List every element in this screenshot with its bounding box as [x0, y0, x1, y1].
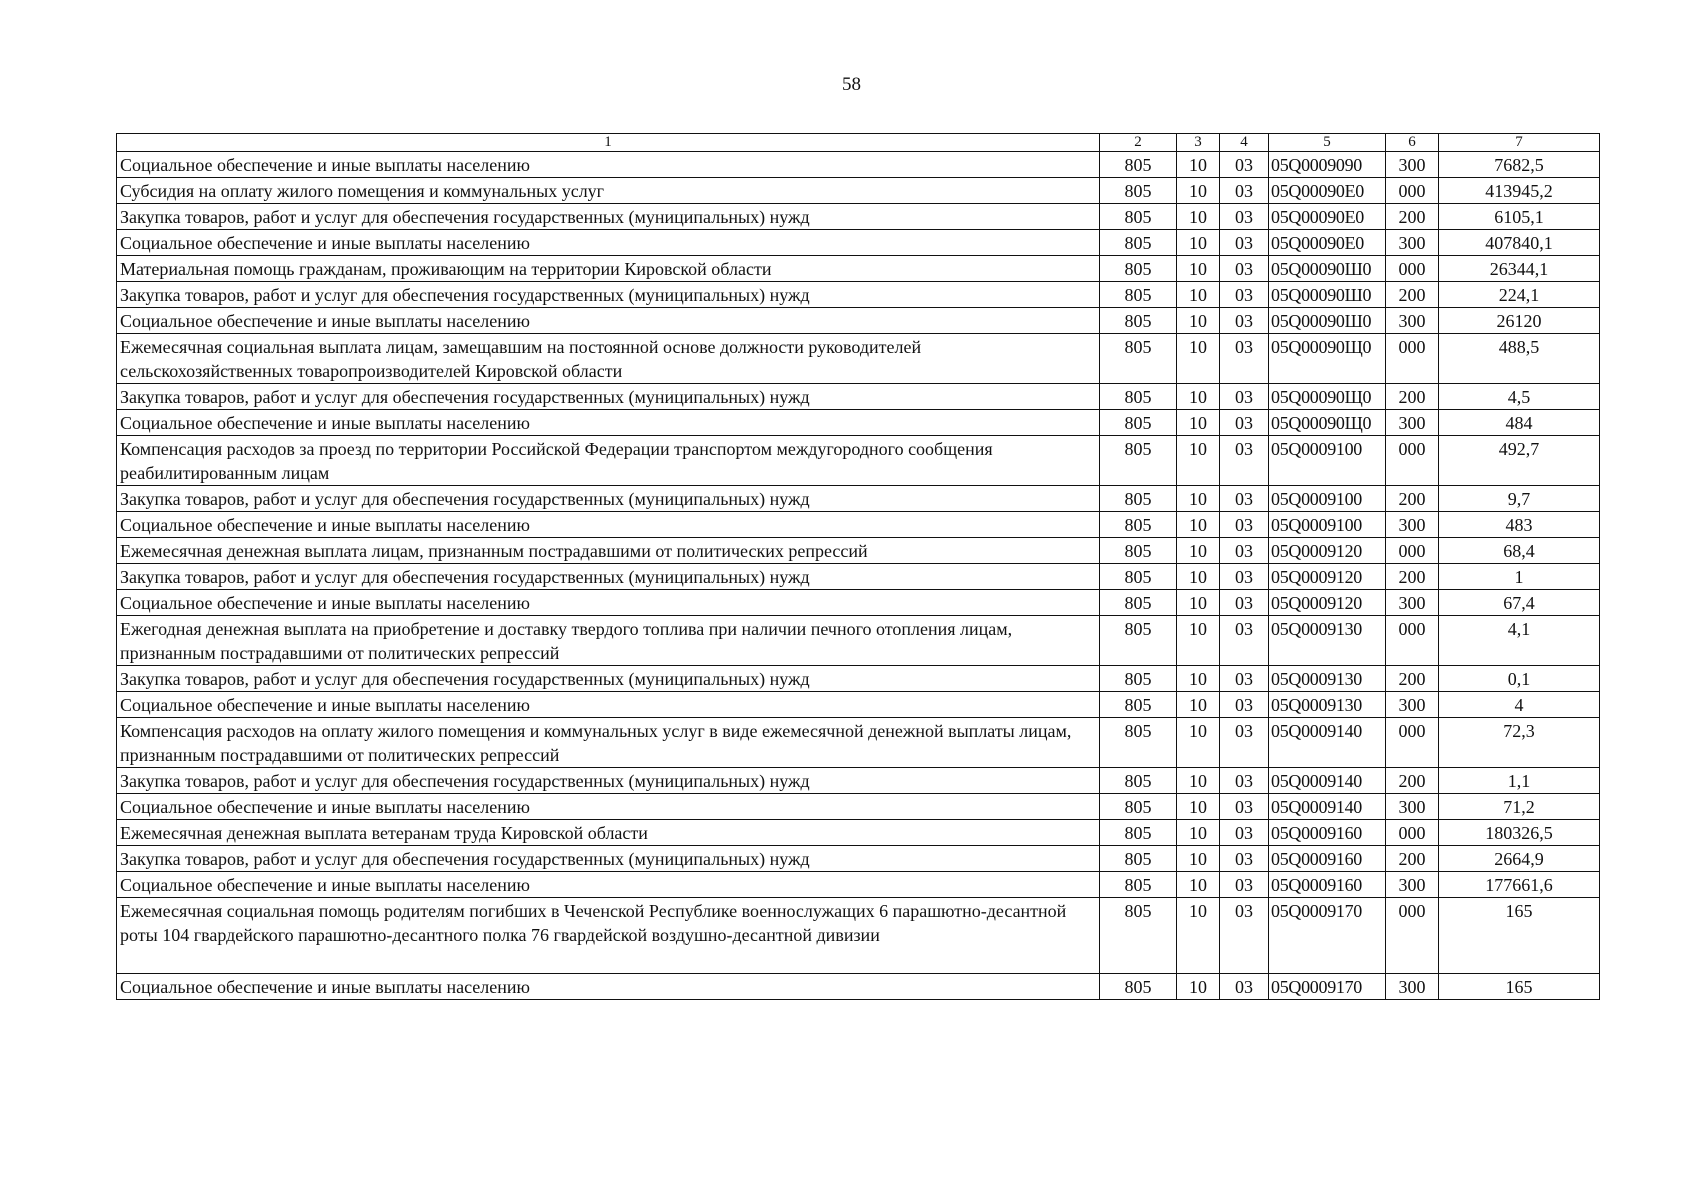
- section-code-cell: 10: [1177, 872, 1220, 898]
- expense-type-cell: 000: [1386, 334, 1439, 384]
- amount-cell: 72,3: [1439, 718, 1600, 768]
- ministry-code-cell: 805: [1100, 152, 1177, 178]
- column-header: 4: [1220, 134, 1269, 152]
- target-article-cell: 05Q0009140: [1269, 768, 1386, 794]
- expense-type-cell: 200: [1386, 564, 1439, 590]
- row-name-cell: Ежемесячная денежная выплата лицам, признанным пострадавшими от политических репрессий: [117, 538, 1100, 564]
- ministry-code-cell: 805: [1100, 204, 1177, 230]
- row-name-cell: Материальная помощь гражданам, проживающим на территории Кировской области: [117, 256, 1100, 282]
- ministry-code-cell: 805: [1100, 616, 1177, 666]
- section-code-cell: 10: [1177, 820, 1220, 846]
- ministry-code-cell: 805: [1100, 308, 1177, 334]
- target-article-cell: 05Q0009130: [1269, 616, 1386, 666]
- target-article-cell: 05Q0009130: [1269, 666, 1386, 692]
- expense-type-cell: 000: [1386, 436, 1439, 486]
- section-code-cell: 10: [1177, 768, 1220, 794]
- expense-type-cell: 200: [1386, 384, 1439, 410]
- section-code-cell: 10: [1177, 590, 1220, 616]
- column-header: 2: [1100, 134, 1177, 152]
- subsection-code-cell: 03: [1220, 512, 1269, 538]
- amount-cell: 1,1: [1439, 768, 1600, 794]
- table-row: [117, 308, 1600, 334]
- subsection-code-cell: 03: [1220, 410, 1269, 436]
- row-name-cell: Ежегодная денежная выплата на приобретение и доставку твердого топлива при наличии печного отопления лицам, признанным пострадавшими от политических репрессий: [117, 616, 1100, 666]
- ministry-code-cell: 805: [1100, 256, 1177, 282]
- ministry-code-cell: 805: [1100, 692, 1177, 718]
- ministry-code-cell: 805: [1100, 230, 1177, 256]
- table-row: [117, 898, 1600, 974]
- expense-type-cell: 300: [1386, 692, 1439, 718]
- amount-cell: 407840,1: [1439, 230, 1600, 256]
- table-body: [117, 152, 1600, 1000]
- expense-type-cell: 200: [1386, 282, 1439, 308]
- target-article-cell: 05Q00090E0: [1269, 204, 1386, 230]
- row-name-cell: Закупка товаров, работ и услуг для обеспечения государственных (муниципальных) нужд: [117, 666, 1100, 692]
- subsection-code-cell: 03: [1220, 564, 1269, 590]
- ministry-code-cell: 805: [1100, 898, 1177, 974]
- amount-cell: 68,4: [1439, 538, 1600, 564]
- row-name-cell: Социальное обеспечение и иные выплаты населению: [117, 692, 1100, 718]
- row-name-cell: Субсидия на оплату жилого помещения и коммунальных услуг: [117, 178, 1100, 204]
- budget-table: [116, 133, 1600, 1000]
- amount-cell: 9,7: [1439, 486, 1600, 512]
- ministry-code-cell: 805: [1100, 564, 1177, 590]
- ministry-code-cell: 805: [1100, 872, 1177, 898]
- section-code-cell: 10: [1177, 846, 1220, 872]
- section-code-cell: 10: [1177, 282, 1220, 308]
- target-article-cell: 05Q00090E0: [1269, 178, 1386, 204]
- expense-type-cell: 300: [1386, 230, 1439, 256]
- ministry-code-cell: 805: [1100, 384, 1177, 410]
- table-header-row: [117, 134, 1600, 152]
- expense-type-cell: 000: [1386, 256, 1439, 282]
- table-row: [117, 256, 1600, 282]
- amount-cell: 7682,5: [1439, 152, 1600, 178]
- row-name-cell: Закупка товаров, работ и услуг для обеспечения государственных (муниципальных) нужд: [117, 384, 1100, 410]
- amount-cell: 180326,5: [1439, 820, 1600, 846]
- ministry-code-cell: 805: [1100, 768, 1177, 794]
- table-row: [117, 152, 1600, 178]
- section-code-cell: 10: [1177, 486, 1220, 512]
- row-name-cell: Социальное обеспечение и иные выплаты населению: [117, 512, 1100, 538]
- expense-type-cell: 000: [1386, 820, 1439, 846]
- section-code-cell: 10: [1177, 512, 1220, 538]
- table-row: [117, 616, 1600, 666]
- section-code-cell: 10: [1177, 794, 1220, 820]
- target-article-cell: 05Q0009120: [1269, 564, 1386, 590]
- expense-type-cell: 300: [1386, 152, 1439, 178]
- target-article-cell: 05Q0009170: [1269, 898, 1386, 974]
- ministry-code-cell: 805: [1100, 282, 1177, 308]
- ministry-code-cell: 805: [1100, 974, 1177, 1000]
- expense-type-cell: 300: [1386, 308, 1439, 334]
- row-name-cell: Закупка товаров, работ и услуг для обеспечения государственных (муниципальных) нужд: [117, 486, 1100, 512]
- section-code-cell: 10: [1177, 308, 1220, 334]
- target-article-cell: 05Q00090Щ0: [1269, 384, 1386, 410]
- subsection-code-cell: 03: [1220, 152, 1269, 178]
- section-code-cell: 10: [1177, 178, 1220, 204]
- row-name-cell: Социальное обеспечение и иные выплаты населению: [117, 974, 1100, 1000]
- expense-type-cell: 200: [1386, 768, 1439, 794]
- target-article-cell: 05Q00090Ш0: [1269, 308, 1386, 334]
- amount-cell: 71,2: [1439, 794, 1600, 820]
- table-row: [117, 718, 1600, 768]
- row-name-cell: Ежемесячная социальная выплата лицам, замещавшим на постоянной основе должности руководителей сельскохозяйственных товаропроизводителей Кировской области: [117, 334, 1100, 384]
- subsection-code-cell: 03: [1220, 308, 1269, 334]
- ministry-code-cell: 805: [1100, 178, 1177, 204]
- target-article-cell: 05Q00090Щ0: [1269, 334, 1386, 384]
- column-header: 3: [1177, 134, 1220, 152]
- amount-cell: 2664,9: [1439, 846, 1600, 872]
- target-article-cell: 05Q0009100: [1269, 486, 1386, 512]
- column-header: 1: [117, 134, 1100, 152]
- row-name-cell: Социальное обеспечение и иные выплаты населению: [117, 590, 1100, 616]
- ministry-code-cell: 805: [1100, 820, 1177, 846]
- table-row: [117, 974, 1600, 1000]
- expense-type-cell: 000: [1386, 718, 1439, 768]
- amount-cell: 4: [1439, 692, 1600, 718]
- subsection-code-cell: 03: [1220, 820, 1269, 846]
- target-article-cell: 05Q0009090: [1269, 152, 1386, 178]
- expense-type-cell: 000: [1386, 538, 1439, 564]
- amount-cell: 177661,6: [1439, 872, 1600, 898]
- row-name-cell: Компенсация расходов на оплату жилого помещения и коммунальных услуг в виде ежемесячной денежной выплаты лицам, признанным пострадавшими от политических репрессий: [117, 718, 1100, 768]
- table-row: [117, 564, 1600, 590]
- amount-cell: 4,5: [1439, 384, 1600, 410]
- expense-type-cell: 000: [1386, 178, 1439, 204]
- target-article-cell: 05Q0009140: [1269, 718, 1386, 768]
- expense-type-cell: 200: [1386, 846, 1439, 872]
- table-row: [117, 768, 1600, 794]
- row-name-cell: Социальное обеспечение и иные выплаты населению: [117, 794, 1100, 820]
- subsection-code-cell: 03: [1220, 666, 1269, 692]
- table-row: [117, 666, 1600, 692]
- subsection-code-cell: 03: [1220, 256, 1269, 282]
- table-row: [117, 794, 1600, 820]
- column-header: 6: [1386, 134, 1439, 152]
- section-code-cell: 10: [1177, 230, 1220, 256]
- subsection-code-cell: 03: [1220, 436, 1269, 486]
- row-name-cell: Закупка товаров, работ и услуг для обеспечения государственных (муниципальных) нужд: [117, 564, 1100, 590]
- amount-cell: 4,1: [1439, 616, 1600, 666]
- subsection-code-cell: 03: [1220, 538, 1269, 564]
- subsection-code-cell: 03: [1220, 718, 1269, 768]
- ministry-code-cell: 805: [1100, 410, 1177, 436]
- row-name-cell: Закупка товаров, работ и услуг для обеспечения государственных (муниципальных) нужд: [117, 204, 1100, 230]
- row-name-cell: Ежемесячная социальная помощь родителям погибших в Чеченской Республике военнослужащих 6 парашютно-десантной роты 104 гвардейского парашютно-десантного полка 76 гвардейской воздушно-десантной дивизии: [117, 898, 1100, 974]
- row-name-cell: Компенсация расходов за проезд по территории Российской Федерации транспортом междугородного сообщения реабилитированным лицам: [117, 436, 1100, 486]
- table-row: [117, 178, 1600, 204]
- table-row: [117, 436, 1600, 486]
- column-header: 7: [1439, 134, 1600, 152]
- table-row: [117, 692, 1600, 718]
- target-article-cell: 05Q00090Ш0: [1269, 256, 1386, 282]
- table-row: [117, 590, 1600, 616]
- section-code-cell: 10: [1177, 718, 1220, 768]
- ministry-code-cell: 805: [1100, 718, 1177, 768]
- table-row: [117, 820, 1600, 846]
- expense-type-cell: 300: [1386, 794, 1439, 820]
- ministry-code-cell: 805: [1100, 486, 1177, 512]
- subsection-code-cell: 03: [1220, 486, 1269, 512]
- subsection-code-cell: 03: [1220, 768, 1269, 794]
- subsection-code-cell: 03: [1220, 178, 1269, 204]
- section-code-cell: 10: [1177, 152, 1220, 178]
- row-name-cell: Ежемесячная денежная выплата ветеранам труда Кировской области: [117, 820, 1100, 846]
- expense-type-cell: 300: [1386, 410, 1439, 436]
- table-row: [117, 846, 1600, 872]
- ministry-code-cell: 805: [1100, 666, 1177, 692]
- subsection-code-cell: 03: [1220, 846, 1269, 872]
- section-code-cell: 10: [1177, 564, 1220, 590]
- section-code-cell: 10: [1177, 898, 1220, 974]
- table-row: [117, 872, 1600, 898]
- table-row: [117, 282, 1600, 308]
- expense-type-cell: 200: [1386, 666, 1439, 692]
- target-article-cell: 05Q0009160: [1269, 820, 1386, 846]
- target-article-cell: 05Q0009140: [1269, 794, 1386, 820]
- table-row: [117, 230, 1600, 256]
- ministry-code-cell: 805: [1100, 538, 1177, 564]
- row-name-cell: Закупка товаров, работ и услуг для обеспечения государственных (муниципальных) нужд: [117, 768, 1100, 794]
- section-code-cell: 10: [1177, 384, 1220, 410]
- subsection-code-cell: 03: [1220, 898, 1269, 974]
- section-code-cell: 10: [1177, 436, 1220, 486]
- ministry-code-cell: 805: [1100, 846, 1177, 872]
- expense-type-cell: 200: [1386, 486, 1439, 512]
- section-code-cell: 10: [1177, 692, 1220, 718]
- target-article-cell: 05Q00090Щ0: [1269, 410, 1386, 436]
- amount-cell: 0,1: [1439, 666, 1600, 692]
- target-article-cell: 05Q00090Ш0: [1269, 282, 1386, 308]
- row-name-cell: Социальное обеспечение и иные выплаты населению: [117, 308, 1100, 334]
- target-article-cell: 05Q0009160: [1269, 846, 1386, 872]
- page-number: 58: [842, 74, 861, 95]
- subsection-code-cell: 03: [1220, 974, 1269, 1000]
- target-article-cell: 05Q0009160: [1269, 872, 1386, 898]
- section-code-cell: 10: [1177, 410, 1220, 436]
- amount-cell: 488,5: [1439, 334, 1600, 384]
- subsection-code-cell: 03: [1220, 794, 1269, 820]
- row-name-cell: Социальное обеспечение и иные выплаты населению: [117, 152, 1100, 178]
- amount-cell: 26120: [1439, 308, 1600, 334]
- amount-cell: 224,1: [1439, 282, 1600, 308]
- amount-cell: 26344,1: [1439, 256, 1600, 282]
- table-row: [117, 410, 1600, 436]
- subsection-code-cell: 03: [1220, 692, 1269, 718]
- expense-type-cell: 200: [1386, 204, 1439, 230]
- amount-cell: 483: [1439, 512, 1600, 538]
- table-row: [117, 204, 1600, 230]
- subsection-code-cell: 03: [1220, 230, 1269, 256]
- table-row: [117, 512, 1600, 538]
- target-article-cell: 05Q0009100: [1269, 512, 1386, 538]
- amount-cell: 492,7: [1439, 436, 1600, 486]
- expense-type-cell: 300: [1386, 974, 1439, 1000]
- target-article-cell: 05Q00090E0: [1269, 230, 1386, 256]
- subsection-code-cell: 03: [1220, 334, 1269, 384]
- column-header: 5: [1269, 134, 1386, 152]
- ministry-code-cell: 805: [1100, 590, 1177, 616]
- section-code-cell: 10: [1177, 666, 1220, 692]
- ministry-code-cell: 805: [1100, 334, 1177, 384]
- section-code-cell: 10: [1177, 204, 1220, 230]
- expense-type-cell: 300: [1386, 872, 1439, 898]
- expense-type-cell: 000: [1386, 898, 1439, 974]
- subsection-code-cell: 03: [1220, 872, 1269, 898]
- table-row: [117, 384, 1600, 410]
- amount-cell: 413945,2: [1439, 178, 1600, 204]
- row-name-cell: Закупка товаров, работ и услуг для обеспечения государственных (муниципальных) нужд: [117, 846, 1100, 872]
- target-article-cell: 05Q0009100: [1269, 436, 1386, 486]
- amount-cell: 67,4: [1439, 590, 1600, 616]
- amount-cell: 6105,1: [1439, 204, 1600, 230]
- ministry-code-cell: 805: [1100, 512, 1177, 538]
- amount-cell: 484: [1439, 410, 1600, 436]
- subsection-code-cell: 03: [1220, 590, 1269, 616]
- section-code-cell: 10: [1177, 256, 1220, 282]
- subsection-code-cell: 03: [1220, 384, 1269, 410]
- ministry-code-cell: 805: [1100, 794, 1177, 820]
- table-row: [117, 334, 1600, 384]
- table-row: [117, 538, 1600, 564]
- row-name-cell: Социальное обеспечение и иные выплаты населению: [117, 230, 1100, 256]
- table-row: [117, 486, 1600, 512]
- target-article-cell: 05Q0009120: [1269, 538, 1386, 564]
- section-code-cell: 10: [1177, 616, 1220, 666]
- amount-cell: 165: [1439, 974, 1600, 1000]
- expense-type-cell: 300: [1386, 512, 1439, 538]
- target-article-cell: 05Q0009170: [1269, 974, 1386, 1000]
- expense-type-cell: 300: [1386, 590, 1439, 616]
- subsection-code-cell: 03: [1220, 282, 1269, 308]
- subsection-code-cell: 03: [1220, 204, 1269, 230]
- expense-type-cell: 000: [1386, 616, 1439, 666]
- row-name-cell: Закупка товаров, работ и услуг для обеспечения государственных (муниципальных) нужд: [117, 282, 1100, 308]
- row-name-cell: Социальное обеспечение и иные выплаты населению: [117, 410, 1100, 436]
- subsection-code-cell: 03: [1220, 616, 1269, 666]
- section-code-cell: 10: [1177, 974, 1220, 1000]
- amount-cell: 1: [1439, 564, 1600, 590]
- target-article-cell: 05Q0009130: [1269, 692, 1386, 718]
- section-code-cell: 10: [1177, 334, 1220, 384]
- amount-cell: 165: [1439, 898, 1600, 974]
- ministry-code-cell: 805: [1100, 436, 1177, 486]
- target-article-cell: 05Q0009120: [1269, 590, 1386, 616]
- row-name-cell: Социальное обеспечение и иные выплаты населению: [117, 872, 1100, 898]
- section-code-cell: 10: [1177, 538, 1220, 564]
